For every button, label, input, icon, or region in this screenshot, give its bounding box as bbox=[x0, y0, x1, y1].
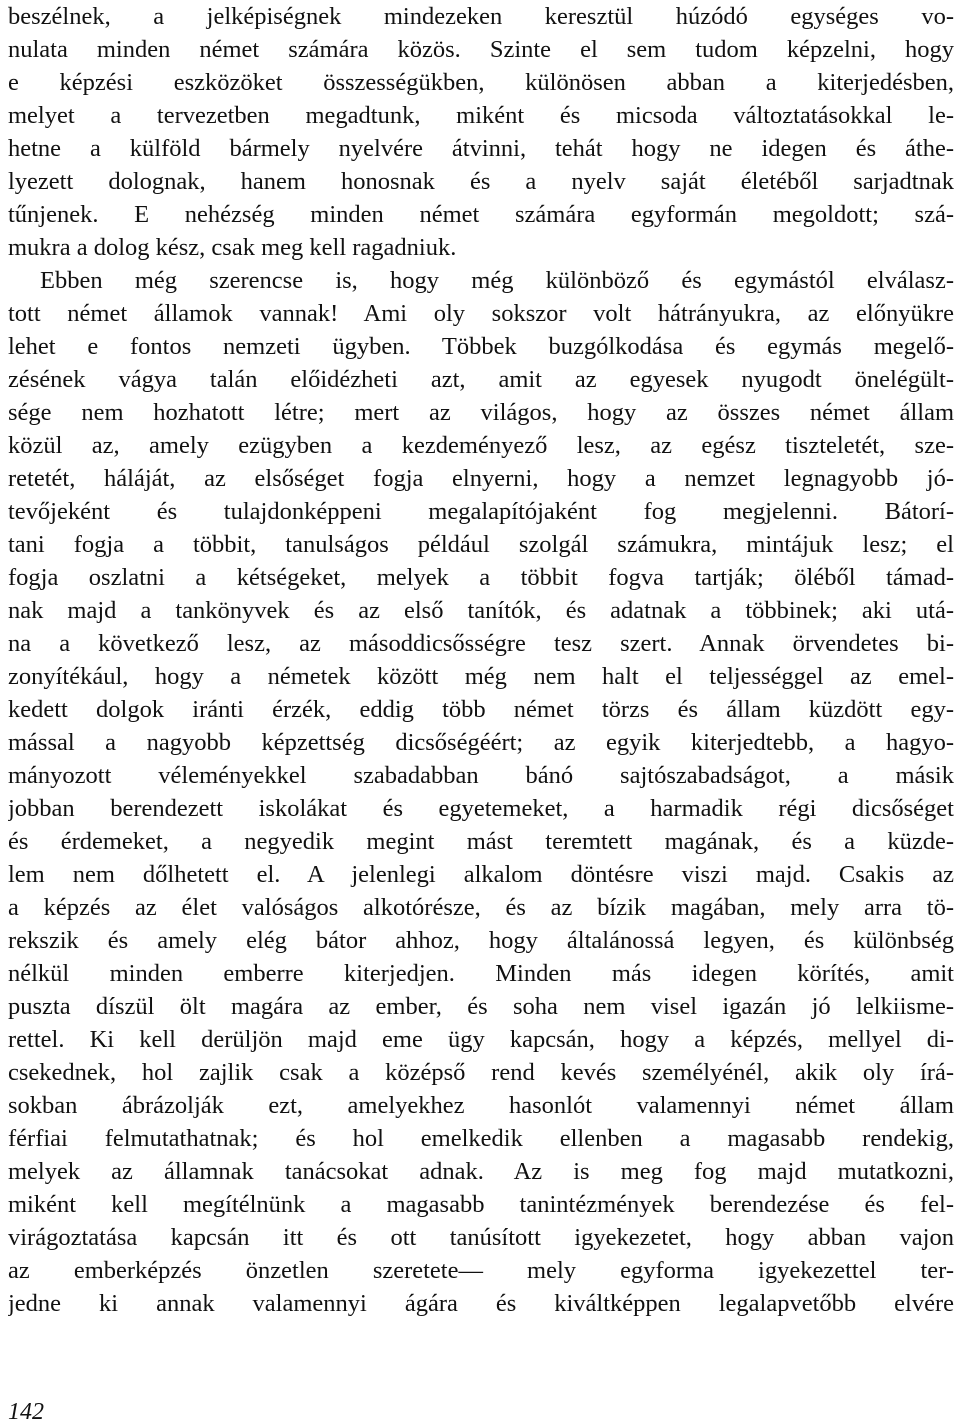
text-line: kedett dolgok iránti érzék, eddig több német törzs és állam küzdött egy- bbox=[8, 696, 954, 723]
text-line: sokban ábrázolják ezt, amelyekhez hasonlót valamennyi német állam bbox=[8, 1092, 954, 1119]
text-line: rekszik és amely elég bátor ahhoz, hogy általánossá legyen, és különbség bbox=[8, 927, 954, 954]
text-line: melyet a tervezetben megadtunk, miként és micsoda változtatásokkal le- bbox=[8, 102, 954, 129]
text-line: lem nem dőlhetett el. A jelenlegi alkalom döntésre viszi majd. Csakis az bbox=[8, 861, 954, 888]
text-line: csekednek, hol zajlik csak a középső rend kevés személyénél, akik oly írá- bbox=[8, 1059, 954, 1086]
text-line: nak majd a tankönyvek és az első tanítók, és adatnak a többinek; aki utá- bbox=[8, 597, 954, 624]
text-line: zésének vágya talán előidézheti azt, amit az egyesek nyugodt önelégült- bbox=[8, 366, 954, 393]
text-line: rettel. Ki kell derüljön majd eme ügy kapcsán, hogy a képzés, mellyel di- bbox=[8, 1026, 954, 1053]
text-line: retetét, háláját, az elsőséget fogja elnyerni, hogy a nemzet legnagyobb jó- bbox=[8, 465, 954, 492]
text-line: fogja oszlatni a kétségeket, melyek a többit fogva tartják; öléből támad- bbox=[8, 564, 954, 591]
text-line: virágoztatása kapcsán itt és ott tanúsított igyekezetet, hogy abban vajon bbox=[8, 1224, 954, 1251]
text-line: tevőjeként és tulajdonképpeni megalapítójaként fog megjelenni. Bátorí- bbox=[8, 498, 954, 525]
text-line: lyezett dolognak, hanem honosnak és a nyelv saját életéből sarjadtnak bbox=[8, 168, 954, 195]
text-line: tani fogja a többit, tanulságos például szolgál számukra, mintájuk lesz; el bbox=[8, 531, 954, 558]
text-line: közül az, amely ezügyben a kezdeményező lesz, az egész tiszteletét, sze- bbox=[8, 432, 954, 459]
page-number: 142 bbox=[8, 1399, 44, 1425]
text-line: jedne ki annak valamennyi ágára és kiváltképpen legalapvetőbb elvére bbox=[8, 1290, 954, 1317]
text-line: jobban berendezett iskolákat és egyetemeket, a harmadik régi dicsőséget bbox=[8, 795, 954, 822]
text-line: mással a nagyobb képzettség dicsőségéért; az egyik kiterjedtebb, a hagyo- bbox=[8, 729, 954, 756]
text-line: tott német államok vannak! Ami oly sokszor volt hátrányukra, az előnyükre bbox=[8, 300, 954, 327]
text-line: Ebben még szerencse is, hogy még különböző és egymástól elválasz- bbox=[40, 267, 954, 294]
text-line: melyek az államnak tanácsokat adnak. Az is meg fog majd mutatkozni, bbox=[8, 1158, 954, 1185]
text-line: mukra a dolog kész, csak meg kell ragadniuk. bbox=[8, 234, 457, 261]
text-line: lehet e fontos nemzeti ügyben. Többek buzgólkodása és egymás megelő- bbox=[8, 333, 954, 360]
text-line: a képzés az élet valóságos alkotórésze, és az bízik magában, mely arra tö- bbox=[8, 894, 954, 921]
text-line: e képzési eszközöket összességükben, különösen abban a kiterjedésben, bbox=[8, 69, 954, 96]
text-line: na a következő lesz, az másoddicsősségre tesz szert. Annak örvendetes bi- bbox=[8, 630, 954, 657]
text-line: miként kell megítélnünk a magasabb tanintézmények berendezése és fel- bbox=[8, 1191, 954, 1218]
text-line: az emberképzés önzetlen szeretete— mely egyforma igyekezettel ter- bbox=[8, 1257, 954, 1284]
text-line: zonyítékául, hogy a németek között még nem halt el teljességgel az emel- bbox=[8, 663, 954, 690]
text-line: mányozott véleményekkel szabadabban bánó sajtószabadságot, a másik bbox=[8, 762, 954, 789]
document-page bbox=[8, 0, 954, 1424]
text-line: sége nem hozhatott létre; mert az világos, hogy az összes német állam bbox=[8, 399, 954, 426]
text-line: férfiai felmutathatnak; és hol emelkedik ellenben a magasabb rendekig, bbox=[8, 1125, 954, 1152]
text-line: beszélnek, a jelképiségnek mindezeken keresztül húzódó egységes vo- bbox=[8, 3, 954, 30]
text-line: puszta díszül ölt magára az ember, és soha nem visel igazán jó lelkiisme- bbox=[8, 993, 954, 1020]
text-line: tűnjenek. E nehézség minden német számára egyformán megoldott; szá- bbox=[8, 201, 954, 228]
text-line: nulata minden német számára közös. Szinte el sem tudom képzelni, hogy bbox=[8, 36, 954, 63]
text-line: nélkül minden emberre kiterjedjen. Minden más idegen körítés, amit bbox=[8, 960, 954, 987]
text-line: hetne a külföld bármely nyelvére átvinni, tehát hogy ne idegen és áthe- bbox=[8, 135, 954, 162]
text-line: és érdemeket, a negyedik megint mást teremtett magának, és a küzde- bbox=[8, 828, 954, 855]
body-text bbox=[8, 0, 954, 1320]
